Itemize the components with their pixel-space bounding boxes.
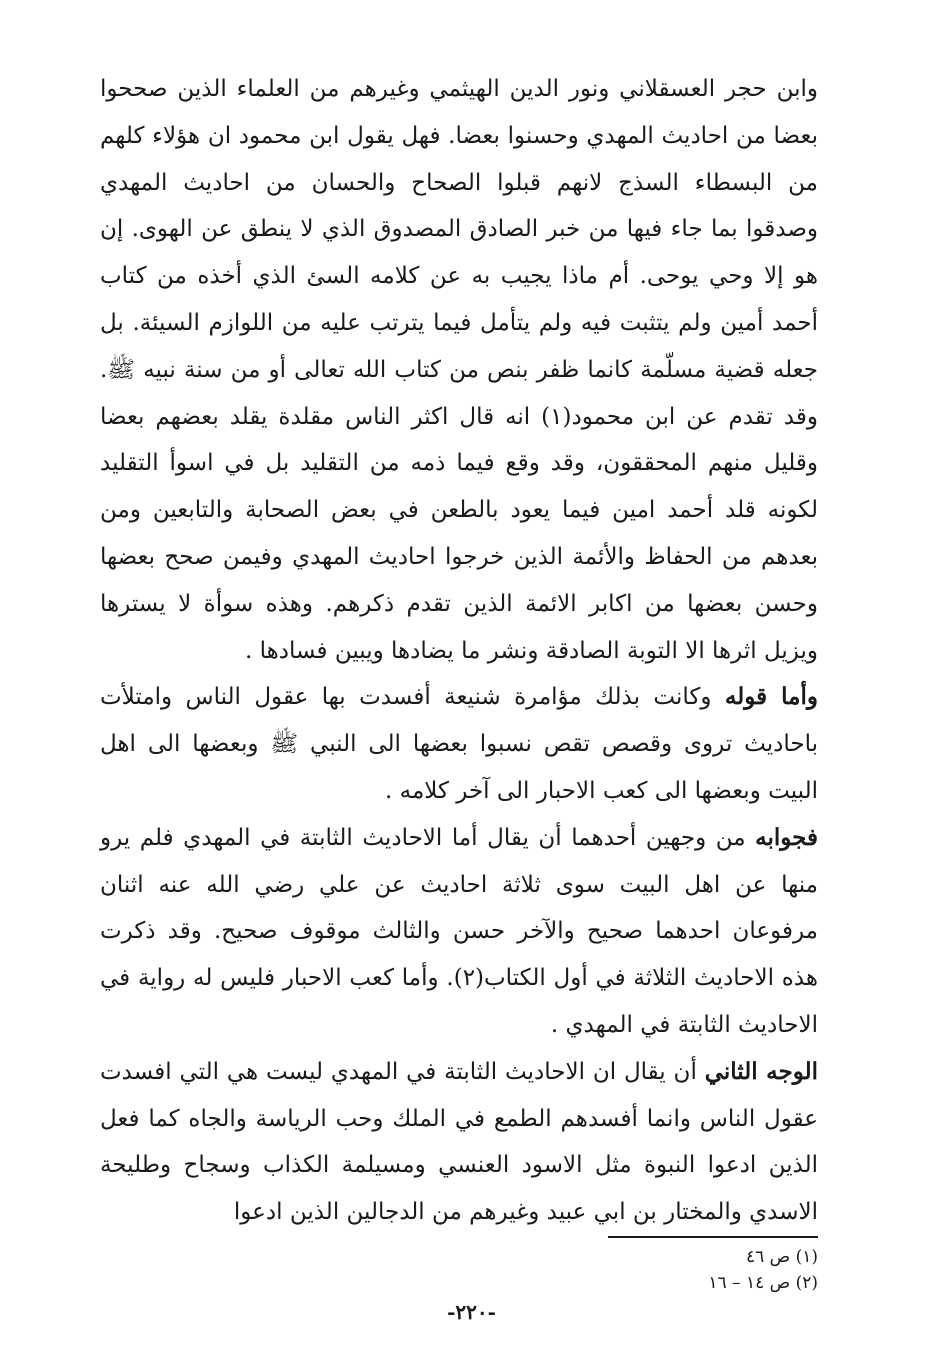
paragraph-4-lead: الوجه الثاني bbox=[704, 1057, 818, 1085]
footnotes bbox=[500, 1244, 818, 1296]
paragraph-4 bbox=[100, 1049, 818, 1236]
paragraph-2-lead: وأما قوله bbox=[724, 683, 818, 711]
paragraph-2-text: وكانت بذلك مؤامرة شنيعة أفسدت بها عقول الناس وامتلأت باحاديث تروى وقصص تقص نسبوا بعضها الى النبي ﷺ وبعضها الى اهل البيت وبعضها الى كعب الاحبار الى آخر كلامه . bbox=[100, 684, 818, 804]
paragraph-3-text: من وجهين أحدهما أن يقال أما الاحاديث الثابتة في المهدي فلم يرو منها عن اهل البيت سوى ثلاثة احاديث عن علي رضي الله عنه اثنان مرفوعان احدهما صحيح والآخر حسن والثالث موقوف صحيح. وقد ذكرت هذه الاحاديث الثلاثة في أول الكتاب(٢). وأما كعب الاحبار فليس له رواية في الاحاديث الثابتة في المهدي . bbox=[100, 824, 818, 1038]
footnote-2: (٢) ص ١٤ – ١٦ bbox=[708, 1273, 818, 1293]
main-text bbox=[100, 66, 818, 1236]
footnote-1: (١) ص ٤٦ bbox=[745, 1247, 818, 1267]
paragraph-3-lead: فجوابه bbox=[755, 823, 818, 851]
paragraph-1-text: وابن حجر العسقلاني ونور الدين الهيثمي وغيرهم من العلماء الذين صححوا بعضا من احاديث المهدي وحسنوا بعضا. فهل يقول ابن محمود ان هؤلاء كلهم من البسطاء السذج لانهم قبلوا الصحاح والحسان من احاديث المهدي وصدقوا بما جاء فيها من خبر الصادق المصدوق الذي لا ينطق عن الهوى. إن هو إلا وحي يوحى. أم ماذا يجيب به عن كلامه السئ الذي أخذه من كتاب أحمد أمين ولم يتثبت فيه ولم يتأمل فيما يترتب عليه من اللوازم السيئة. بل جعله قضية مسلّمة كانما ظفر بنص من كتاب الله تعالى أو من سنة نبيه ﷺ. وقد تقدم عن ابن محمود(١) انه قال اكثر الناس مقلدة يقلد بعضهم بعضا وقليل منهم المحققون، وقد وقع فيما ذمه من التقليد بل في اسوأ التقليد لكونه قلد أحمد امين فيما يعود بالطعن في بعض الصحابة والتابعين ومن بعدهم من الحفاظ والأئمة الذين خرجوا احاديث المهدي وفيمن صحح بعضها وحسن بعضها من اكابر الائمة الذين تقدم ذكرهم. وهذه سوأة لا يسترها ويزيل اثرها الا التوبة الصادقة ونشر ما يضادها ويبين فسادها . bbox=[100, 76, 818, 664]
page-number: -٢٢٠- bbox=[447, 1300, 496, 1324]
paragraph-1 bbox=[100, 66, 818, 674]
footnote-divider bbox=[608, 1236, 818, 1238]
paragraph-3 bbox=[100, 815, 818, 1049]
paragraph-2 bbox=[100, 674, 818, 814]
paragraph-4-text: أن يقال ان الاحاديث الثابتة في المهدي ليست هي التي افسدت عقول الناس وانما أفسدهم الطمع في الملك وحب الرياسة والجاه كما فعل الذين ادعوا النبوة مثل الاسود العنسي ومسيلمة الكذاب وسجاح وطليحة الاسدي والمختار بن ابي عبيد وغيرهم من الدجالين الذين ادعوا bbox=[100, 1058, 818, 1226]
